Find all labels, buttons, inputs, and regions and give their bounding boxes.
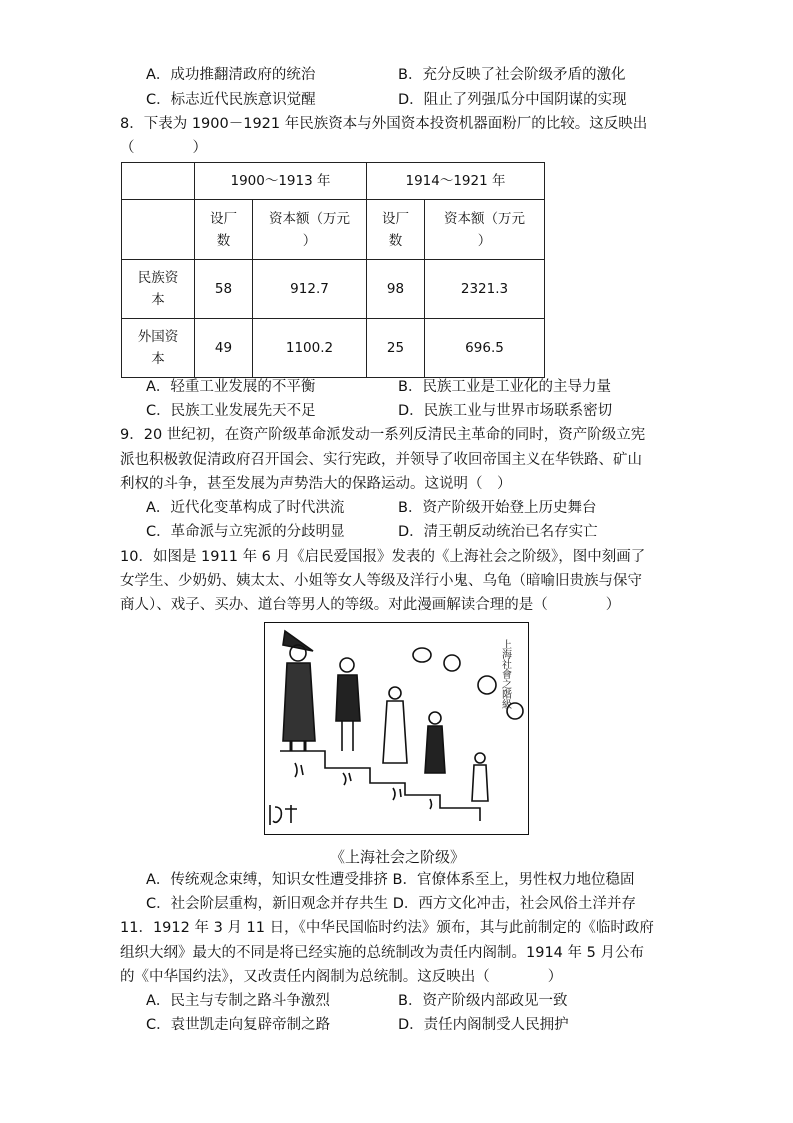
q9-stem-line2: 派也积极敦促清政府召开国会、实行宪政，并领导了收回帝国主义在华铁路、矿山	[120, 452, 642, 468]
cartoon-corner-title: 上海社會之階級	[499, 639, 511, 709]
table-cell: 912.7	[253, 260, 367, 319]
q11-option-c: C．袁世凯走向复辟帝制之路	[146, 1017, 331, 1033]
q10-stem-line3: 商人）、戏子、买办、道台等男人的等级。对此漫画解读合理的是（ ）	[120, 597, 621, 613]
table-row-label: 民族资 本	[122, 260, 195, 319]
table-corner-cell	[122, 163, 195, 200]
q11-stem-line1: 11．1912 年 3 月 11 日，《中华民国临时约法》颁布，其与此前制定的《临时政府	[120, 920, 654, 936]
table-period1-header: 1900～1913 年	[195, 163, 367, 200]
q8-option-c: C．民族工业发展先天不足	[146, 403, 316, 419]
shanghai-class-cartoon	[264, 622, 529, 835]
q11-stem-line3: 的《中华国约法》，又改责任内阁制为总统制。这反映出（ ）	[120, 969, 563, 985]
table-cell: 2321.3	[425, 260, 545, 319]
q9-stem-line1: 9．20 世纪初，在资产阶级革命派发动一系列反清民主革命的同时，资产阶级立宪	[120, 427, 646, 443]
q7-option-b: B．充分反映了社会阶级矛盾的激化	[398, 67, 626, 83]
table-row	[122, 260, 545, 319]
q9-option-d: D．清王朝反动统治已名存实亡	[398, 524, 598, 540]
table-period2-header: 1914～1921 年	[367, 163, 545, 200]
table-cell: 98	[367, 260, 425, 319]
q10-stem-line2: 女学生、少奶奶、姨太太、小姐等女人等级及洋行小鬼、乌龟（暗喻旧贵族与保守	[120, 573, 642, 589]
table-col-factories: 设厂 数	[367, 200, 425, 260]
table-col-capital: 资本额（万元 ）	[253, 200, 367, 260]
table-cell: 49	[195, 319, 253, 378]
q11-option-d: D．责任内阁制受人民拥护	[398, 1017, 569, 1033]
q8-stem-line2: （ ）	[120, 140, 207, 156]
q8-comparison-table	[121, 162, 545, 378]
q7-option-d: D．阻止了列强瓜分中国阴谋的实现	[398, 92, 627, 108]
q9-stem-line3: 利权的斗争，甚至发展为声势浩大的保路运动。这说明（ ）	[120, 476, 512, 492]
q8-option-a: A．轻重工业发展的不平衡	[146, 379, 316, 395]
q10-stem-line1: 10．如图是 1911 年 6 月《启民爱国报》发表的《上海社会之阶级》，图中刻画了	[120, 549, 646, 565]
q8-option-b: B．民族工业是工业化的主导力量	[398, 379, 611, 395]
table-row-label: 外国资 本	[122, 319, 195, 378]
table-cell: 58	[195, 260, 253, 319]
q11-option-b: B．资产阶级内部政见一致	[398, 993, 568, 1009]
q8-option-d: D．民族工业与世界市场联系密切	[398, 403, 613, 419]
cartoon-illustration	[265, 623, 528, 834]
q11-stem-line2: 组织大纲》最大的不同是将已经实施的总统制改为责任内阁制。1914 年 5 月公布	[120, 945, 644, 961]
q8-stem-line1: 8．下表为 1900－1921 年民族资本与外国资本投资机器面粉厂的比较。这反映出	[120, 116, 648, 132]
q9-option-a: A．近代化变革构成了时代洪流	[146, 500, 345, 516]
table-col-factories: 设厂 数	[195, 200, 253, 260]
table-blank-cell	[122, 200, 195, 260]
q11-option-a: A．民主与专制之路斗争激烈	[146, 993, 330, 1009]
table-row	[122, 319, 545, 378]
q10-options-ab: A．传统观念束缚，知识女性遭受排挤 B．官僚体系至上，男性权力地位稳固	[146, 872, 635, 888]
table-col-capital: 资本额（万元 ）	[425, 200, 545, 260]
q7-option-a: A．成功推翻清政府的统治	[146, 67, 316, 83]
q9-option-c: C．革命派与立宪派的分歧明显	[146, 524, 345, 540]
table-cell: 1100.2	[253, 319, 367, 378]
table-cell: 25	[367, 319, 425, 378]
q10-options-cd: C．社会阶层重构，新旧观念并存共生 D．西方文化冲击，社会风俗土洋并存	[146, 896, 636, 912]
q7-option-c: C．标志近代民族意识觉醒	[146, 92, 316, 108]
table-cell: 696.5	[425, 319, 545, 378]
cartoon-caption: 《上海社会之阶级》	[330, 848, 466, 866]
q9-option-b: B．资产阶级开始登上历史舞台	[398, 500, 597, 516]
